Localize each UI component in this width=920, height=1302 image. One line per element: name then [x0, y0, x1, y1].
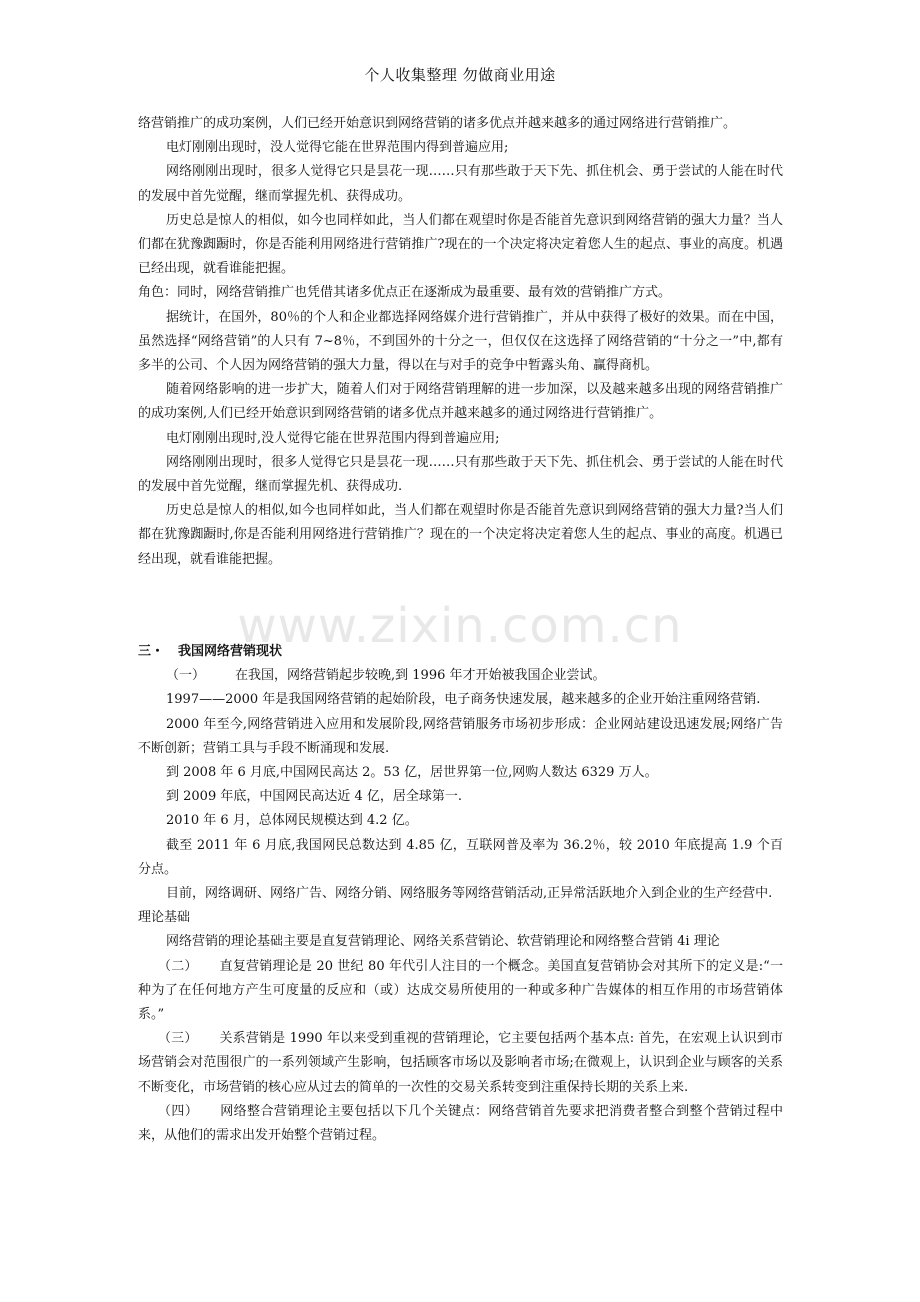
numbered-item	[138, 664, 783, 688]
paragraph: 随着网络影响的进一步扩大，随着人们对于网络营销理解的进一步加深，以及越来越多出现的网络营销推广的成功案例,人们已经开始意识到网络营销的诸多优点并越来越多的通过网络进行营销推广。	[138, 382, 783, 422]
item-text: 直复营销理论是 20 世纪 80 年代引人注目的一个概念。美国直复营销协会对其所下的定义是:“一种为了在任何地方产生可度量的反应和（或）达成交易所使用的一种或多种广告媒体的相互作用的市场营销体系。”	[138, 958, 783, 1023]
item-label: （一）	[166, 668, 206, 684]
section-number: 三・	[138, 644, 165, 659]
item-text: 在我国，网络营销起步较晚,到 1996 年才开始被我国企业尝试。	[235, 668, 606, 684]
paragraph: 角色：同时，网络营销推广也凭借其诸多优点正在逐渐成为最重要、最有效的营销推广方式。	[138, 285, 672, 301]
paragraph: 截至 2011 年 6 月底,我国网民总数达到 4.85 亿，互联网普及率为 36.2％，较 2010 年底提高 1.9 个百分点。	[138, 837, 783, 877]
paragraph: 电灯刚刚出现时，没人觉得它能在世界范围内得到普遍应用;	[166, 140, 509, 156]
paragraph: 2010 年 6 月，总体网民规模达到 4.2 亿。	[166, 813, 418, 829]
paragraph: 电灯刚刚出现时,没人觉得它能在世界范围内得到普遍应用;	[166, 430, 500, 446]
paragraph: 据统计，在国外，80％的个人和企业都选择网络媒介进行营销推广，并从中获得了极好的效果。而在中国，虽然选择“网络营销”的人只有 7~8％，不到国外的十分之一，但仅仅在这选择了网络营销的“十分之一”中,都有多半的公司、个人因为网络营销的强大力量，得以在与对手的竞争中暂露头角、赢得商机。	[138, 309, 783, 374]
item-text: 网络整合营销理论主要包括以下几个关键点：网络营销首先要求把消费者整合到整个营销过程中来，从他们的需求出发开始整个营销过程。	[138, 1103, 783, 1144]
item-label: （四）	[158, 1103, 199, 1119]
subheading: 理论基础	[138, 910, 191, 926]
paragraph: 目前，网络调研、网络广告、网络分销、网络服务等网络营销活动,正异常活跃地介入到企业的生产经营中.	[166, 886, 773, 902]
paragraph: 历史总是惊人的相似,如今也同样如此，当人们都在观望时你是否能首先意识到网络营销的强大力量?当人们都在犹豫踟蹰时,你是否能利用网络进行营销推广？现在的一个决定将决定着您人生的起点、事业的高度。机遇已经出现，就看谁能把握。	[138, 503, 783, 567]
numbered-item	[138, 955, 783, 1028]
numbered-item	[138, 1100, 783, 1148]
paragraph: 到 2008 年 6 月底,中国网民高达 2。53 亿，居世界第一位,网购人数达 6329 万人。	[166, 765, 658, 781]
paragraph: 网络营销的理论基础主要是直复营销理论、网络关系营销论、软营销理论和网络整合营销 4i 理论	[166, 934, 720, 950]
paragraph: 网络刚刚出现时，很多人觉得它只是昙花一现……只有那些敢于天下先、抓住机会、勇于尝试的人能在时代的发展中首先觉醒，继而掌握先机、获得成功.	[138, 454, 783, 495]
section-title: 我国网络营销现状	[178, 644, 283, 659]
item-text: 关系营销是 1990 年以来受到重视的营销理论，它主要包括两个基本点: 首先，在宏观上认识到市场营销会对范围很广的一系列领域产生影响，包括顾客市场以及影响者市场;在微观上，认识到企业与顾客的关系不断变化，市场营销的核心应从过去的简单的一次性的交易关系转变到注重保持长期的关系上来.	[138, 1031, 783, 1095]
item-label: （三）	[158, 1031, 198, 1047]
paragraph: 2000 年至今,网络营销进入应用和发展阶段,网络营销服务市场初步形成：企业网站建设迅速发展;网络广告不断创新；营销工具与手段不断涌现和发展.	[138, 716, 783, 756]
paragraph: 到 2009 年底，中国网民高达近 4 亿，居全球第一.	[166, 789, 463, 805]
numbered-item	[138, 1027, 783, 1100]
paragraph: 1997——2000 年是我国网络营销的起始阶段，电子商务快速发展，越来越多的企业开始注重网络营销.	[166, 692, 761, 708]
paragraph: 网络刚刚出现时，很多人觉得它只是昙花一现……只有那些敢于天下先、抓住机会、勇于尝试的人能在时代的发展中首先觉醒，继而掌握先机、获得成功。	[138, 164, 783, 204]
watermark: www.zixin.com.cn	[237, 598, 683, 654]
body-part-2	[138, 640, 783, 1148]
body-part-1	[138, 112, 783, 572]
item-label: （二）	[158, 958, 198, 974]
paragraph: 历史总是惊人的相似，如今也同样如此，当人们都在观望时你是否能首先意识到网络营销的强大力量？当人们都在犹豫踟蹰时，你是否能利用网络进行营销推广?现在的一个决定将决定着您人生的起点、事业的高度。机遇已经出现，就看谁能把握。	[138, 212, 783, 277]
paragraph: 络营销推广的成功案例，人们已经开始意识到网络营销的诸多优点并越来越多的通过网络进行营销推广。	[138, 116, 737, 131]
page-header: 个人收集整理 勿做商业用途	[364, 66, 556, 84]
section-heading	[138, 640, 783, 664]
